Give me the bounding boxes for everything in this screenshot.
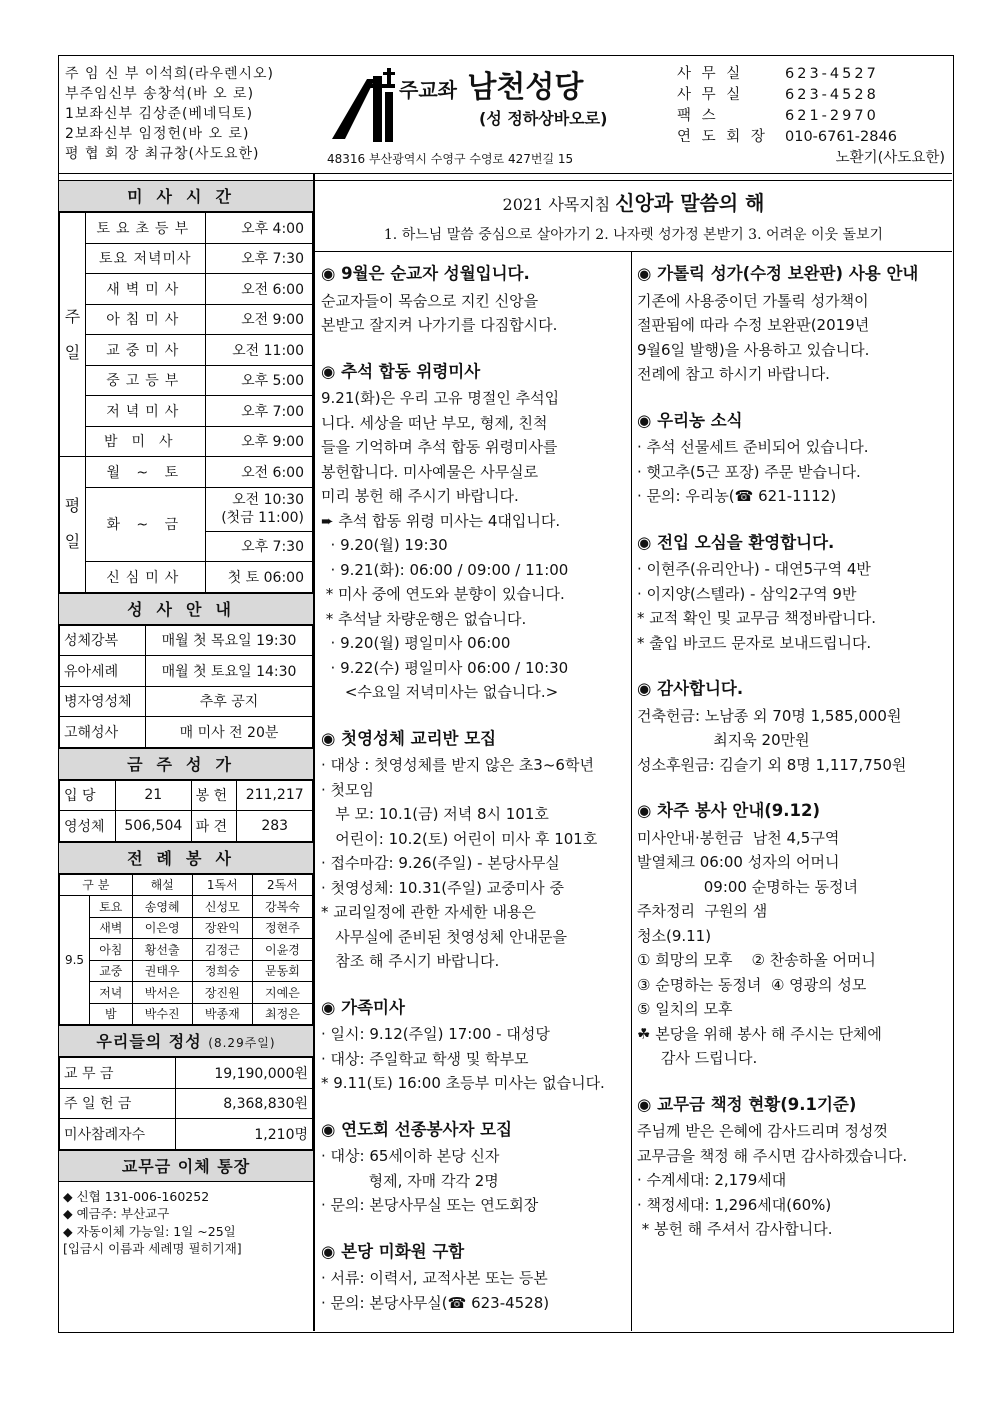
notice-article [321,1240,627,1316]
church-logo-icon [327,64,407,144]
staff-line: 1보좌신부 김상준(베네딕토) [65,106,254,122]
notice-line: · 책정세대: 1,296세대(60%) [637,1195,832,1214]
stat-label: 봉 헌 [191,780,237,811]
notice-line: 부 모: 10.1(금) 저녁 8시 101호 [321,805,549,823]
mass-label: 중고등부 [86,365,206,396]
notice-line: 본받고 잘지켜 나가기를 다짐합시다. [321,316,558,334]
bank-line: ◆ 신협 131-006-160252 [63,1188,210,1204]
notice-line: 발열체크 06:00 성자의 어머니 [637,853,840,871]
notice-heading: ◉ 차주 봉사 안내(9.12) [637,801,821,820]
notice-line: * 봉헌 해 주셔서 감사합니다. [637,1220,833,1238]
notice-line: · 서류: 이력서, 교적사본 또는 등본 [321,1269,548,1287]
column-divider [631,252,632,1331]
stat-label: 영성체 [60,811,116,842]
notice-line: · 이현주(유리안나) - 대연5구역 4반 [637,560,871,578]
notice-line: · 추석 선물세트 준비되어 있습니다. [637,438,869,456]
notice-line: ⑤ 일치의 모후 [637,1000,733,1018]
mass-time: 첫 토 06:00 [205,562,312,593]
church-patron: (성 정하상바오로) [479,109,608,128]
notice-line: 9월6일 발행)을 사용하고 있습니다. [637,340,870,359]
stat-value: 211,217 [237,780,313,811]
notice-article [637,531,949,656]
stat-value: 283 [237,811,313,842]
liturgy-head: 해설 [132,874,192,896]
contact-value: 621-2970 [785,108,879,124]
notice-line: 형제, 자매 각각 2명 [321,1171,499,1190]
mass-time: 오후 4:00 [205,213,312,244]
notice-line: 참조 해 주시기 바랍니다. [321,952,500,970]
notice-line: 전례에 참고 하시기 바랍니다. [637,365,830,383]
contact-label: 사 무 실 [677,87,744,103]
sacrament-label: 고해성사 [60,717,146,748]
notice-line: * 추석날 차량운행은 없습니다. [321,609,527,628]
notice-line: 성소후원금: 김슬기 외 8명 1,117,750원 [637,755,907,774]
notice-line: · 9.22(수) 평일미사 06:00 / 10:30 [321,658,569,677]
offering-label: 교 무 금 [60,1058,176,1089]
notice-line: 니다. 세상을 떠난 부모, 형제, 친척 [321,413,548,432]
liturgy-cell: 문동회 [252,960,312,982]
stats-table [59,780,313,842]
liturgy-head: 구 분 [60,874,133,896]
mass-time: 오전 6:00 [205,274,312,305]
contact-label: 사 무 실 [677,66,744,82]
notice-heading: ◉ 본당 미화원 구함 [321,1241,465,1261]
notice-line: 최지욱 20만원 [637,731,810,749]
notice-heading: ◉ 첫영성체 교리반 모집 [321,728,497,748]
liturgy-cell: 강복숙 [252,896,312,918]
offering-label: 주 일 헌 금 [60,1088,176,1119]
offering-value: 8,368,830원 [176,1088,313,1119]
mass-time: 오후 7:30 [205,243,312,274]
notice-line: · 대상 : 첫영성체를 받지 않은 초3~6학년 [321,756,594,774]
mass-time: 오후 7:30 [205,531,312,562]
notice-article [637,799,949,1071]
liturgy-cell: 교중 [90,960,133,982]
notice-line: · 9.21(화): 06:00 / 09:00 / 11:00 [321,560,569,579]
sacrament-value: 추후 공지 [146,686,313,717]
mass-time: 오후 7:00 [205,396,312,427]
mass-label: 토요초등부 [86,213,206,244]
mass-label: 새벽미사 [86,274,206,305]
bank-info [59,1182,313,1264]
notice-line: · 대상: 주일학교 학생 및 학부모 [321,1049,529,1068]
offering-value: 19,190,000원 [176,1058,313,1089]
notice-heading: ◉ 연도회 선종봉사자 모집 [321,1119,513,1139]
notice-line: 주님께 받은 은혜에 감사드리며 정성껏 [637,1122,888,1140]
liturgy-cell: 박서은 [132,982,192,1004]
notice-article [321,727,627,974]
notice-line: 감사 드립니다. [637,1049,758,1067]
notice-line: ③ 순명하는 동정녀 ④ 영광의 성모 [637,975,867,994]
liturgy-head: 2독서 [252,874,312,896]
staff-line: 주 임 신 부 이석희(라우렌시오) [65,66,275,82]
header [59,56,952,174]
notice-heading: ◉ 교무금 책정 현황(9.1기준) [637,1094,857,1114]
mass-label: 화 ~ 금 [86,487,206,562]
notice-heading: ◉ 추석 합동 위령미사 [321,361,481,381]
middle-column [321,262,627,1337]
sacrament-value: 매월 첫 토요일 14:30 [146,656,313,687]
notice-line: ① 희망의 모후 ② 찬송하올 어머니 [637,951,876,969]
liturgy-table [59,874,313,1026]
staff-list [65,64,274,164]
notice-line: · 수계세대: 2,179세대 [637,1171,787,1189]
staff-line: 평 협 회 장 최규창(사도요한) [65,146,260,162]
offering-label: 미사참례자수 [60,1119,176,1150]
notice-line: 기존에 사용중이던 가톨릭 성가책이 [637,291,869,310]
sacrament-label: 성체강복 [60,625,146,656]
liturgy-head: 1독서 [192,874,252,896]
liturgy-cell: 토요 [90,896,133,918]
bank-line: [입금시 이름과 세례명 필히기재] [63,1241,242,1256]
mass-time: 오전 11:00 [205,335,312,366]
staff-line: 2보좌신부 임정헌(바 오 로) [65,126,250,142]
notice-line: 9.21(화)은 우리 고유 명절인 추석입 [321,389,560,407]
notice-line: 09:00 순명하는 동정녀 [637,877,858,896]
notice-article [321,996,627,1096]
mass-label: 신심미사 [86,562,206,593]
notice-line: * 교적 확인 및 교무금 책정바랍니다. [637,609,876,627]
sacraments-title: 성사안내 [59,593,313,625]
banner-title: 2021 사목지침 신앙과 말씀의 해 [502,191,765,215]
liturgy-cell: 최정은 [252,1003,312,1025]
notice-line: · 문의: 우리농(☎ 621-1112) [637,487,837,505]
right-column [637,262,949,1264]
notice-line: 순교자들이 목숨으로 지킨 신앙을 [321,291,539,310]
notice-line: · 9.20(월) 평일미사 06:00 [321,634,511,652]
notice-heading: ◉ 가족미사 [321,997,405,1017]
notice-line: · 첫영성체: 10.31(주일) 교중미사 중 [321,878,564,897]
church-name: 주교좌 남천성당 [399,70,584,105]
offering-table [59,1057,313,1150]
contact-label: 연 도 회 장 [677,129,768,145]
banner-points: 1. 하느님 말씀 중심으로 살아가기 2. 나자렛 성가정 본받기 3. 어려운 이웃 돌보기 [383,227,884,243]
left-column [59,180,313,1264]
notice-line: · 첫모임 [321,780,375,799]
notice-line: · 문의: 본당사무실 또는 연도회장 [321,1196,539,1214]
liturgy-cell: 박종재 [192,1003,252,1025]
mass-time: 오전 9:00 [205,304,312,335]
liturgy-cell: 저녁 [90,982,133,1004]
sacrament-value: 매월 첫 목요일 19:30 [146,625,313,656]
notice-heading: ◉ 우리농 소식 [637,410,743,430]
notice-article [637,409,949,509]
notice-line: 주차정리 구원의 샘 [637,902,768,920]
mass-label: 저녁미사 [86,396,206,427]
mass-label: 교중미사 [86,335,206,366]
notice-heading: ◉ 감사합니다. [637,679,744,698]
mass-time: 오후 5:00 [205,365,312,396]
mass-time: 오후 9:00 [205,426,312,457]
contact-value: 010-6761-2846 [785,129,897,145]
notice-line: 봉헌합니다. 미사예물은 사무실로 [321,462,539,481]
liturgy-cell: 김정근 [192,939,252,961]
notice-article [321,360,627,705]
notice-line: 사무실에 준비된 첫영성체 안내문을 [321,927,567,946]
notice-line: 청소(9.11) [637,926,712,945]
pastoral-banner [315,180,952,252]
notice-line: · 햇고추(5근 포장) 주문 받습니다. [637,462,861,481]
notice-line: * 미사 중에 연도와 분향이 있습니다. [321,585,565,603]
liturgy-cell: 신성모 [192,896,252,918]
sacrament-value: 매 미사 전 20분 [146,717,313,748]
liturgy-cell: 정희숭 [192,960,252,982]
liturgy-cell: 권태우 [132,960,192,982]
mass-label: 밤미사 [86,426,206,457]
notice-line: · 문의: 본당사무실(☎ 623-4528) [321,1293,550,1312]
notice-line: · 9.20(월) 19:30 [321,536,448,554]
notice-line: · 대상: 65세이하 본당 신자 [321,1147,500,1165]
bank-line: ◆ 예금주: 부산교구 [63,1206,170,1221]
liturgy-cell: 아침 [90,939,133,961]
mass-time: 오전 6:00 [205,457,312,488]
liturgy-cell: 황선출 [132,939,192,961]
notice-article [637,262,949,387]
sacrament-label: 유아세례 [60,656,146,687]
notice-line: 들을 기억하며 추석 합동 위령미사를 [321,438,558,456]
notice-line: 교무금을 책정 해 주시면 감사하겠습니다. [637,1146,908,1165]
notice-line: 어린이: 10.2(토) 어린이 미사 후 101호 [321,829,598,848]
sacrament-label: 병자영성체 [60,686,146,717]
notice-line: · 일시: 9.12(주일) 17:00 - 대성당 [321,1025,550,1043]
bank-title: 교무금 이체 통장 [59,1150,313,1182]
notice-line: * 9.11(토) 16:00 초등부 미사는 없습니다. [321,1074,605,1092]
notice-heading: ◉ 9월은 순교자 성월입니다. [321,264,530,283]
stat-label: 파 견 [191,811,237,842]
notice-article [321,1118,627,1218]
contacts [677,64,947,169]
notice-line: · 접수마감: 9.26(주일) - 본당사무실 [321,854,560,872]
liturgy-cell: 장진원 [192,982,252,1004]
offering-title: 우리들의 정성 (8.29주일) [59,1025,313,1057]
offering-value: 1,210명 [176,1119,313,1150]
mass-label: 토요 저녁미사 [86,243,206,274]
staff-line: 부주임신부 송창석(바 오 로) [65,86,255,102]
contact-value: 623-4527 [785,66,879,82]
mass-time: 오전 10:30 (첫금 11:00) [205,487,312,531]
contact-name: 노환기(사도요한) [835,150,945,166]
notice-line: * 교리일정에 관한 자세한 내용은 [321,903,536,921]
notice-line: <수요일 저녁미사는 없습니다.> [321,683,559,701]
contact-value: 623-4528 [785,87,879,103]
liturgy-cell: 지예은 [252,982,312,1004]
notice-line: ➨ 추석 합동 위령 미사는 4대입니다. [321,511,561,530]
liturgy-cell: 이은영 [132,917,192,939]
mass-label: 월 ~ 토 [86,457,206,488]
stats-title: 금주성가 [59,748,313,780]
notice-article [637,677,949,777]
notice-line: 절판됨에 따라 수정 보완판(2019년 [637,316,870,334]
sunday-label: 주일 [60,213,86,457]
notice-article [321,262,627,338]
liturgy-cell: 정현주 [252,917,312,939]
liturgy-title: 전례봉사 [59,842,313,874]
notice-line: 건축헌금: 노남종 외 70명 1,585,000원 [637,706,902,725]
mass-label: 아침미사 [86,304,206,335]
notice-line: * 출입 바코드 문자로 보내드립니다. [637,633,872,652]
weekday-label: 평일 [60,457,86,593]
notice-heading: ◉ 가톨릭 성가(수정 보완판) 사용 안내 [637,264,919,283]
stat-label: 입 당 [60,780,116,811]
stat-value: 21 [116,780,192,811]
sacraments-table [59,625,313,748]
notice-article [637,1093,949,1242]
bank-line: ◆ 자동이체 가능일: 1일 ~25일 [63,1223,236,1239]
stat-value: 506,504 [116,811,192,842]
liturgy-cell: 새벽 [90,917,133,939]
liturgy-cell: 송영혜 [132,896,192,918]
column-divider [313,174,315,1331]
notice-line: 미리 봉헌 해 주시기 바랍니다. [321,487,519,505]
notice-line: ☘ 본당을 위해 봉사 해 주시는 단체에 [637,1024,882,1043]
liturgy-cell: 밤 [90,1003,133,1025]
page-frame [58,55,954,1333]
liturgy-cell: 장완익 [192,917,252,939]
church-address: 48316 부산광역시 수영구 수영로 427번길 15 [327,152,574,166]
contact-label: 팩 스 [677,108,719,124]
notice-line: · 이지양(스텔라) - 삼익2구역 9반 [637,584,857,603]
liturgy-date: 9.5 [60,896,90,1025]
liturgy-cell: 박수진 [132,1003,192,1025]
notice-line: 미사안내·봉헌금 남천 4,5구역 [637,828,840,847]
mass-times-title: 미사시간 [59,180,313,212]
liturgy-cell: 이윤경 [252,939,312,961]
mass-times-table [59,212,313,593]
notice-heading: ◉ 전입 오심을 환영합니다. [637,532,835,552]
